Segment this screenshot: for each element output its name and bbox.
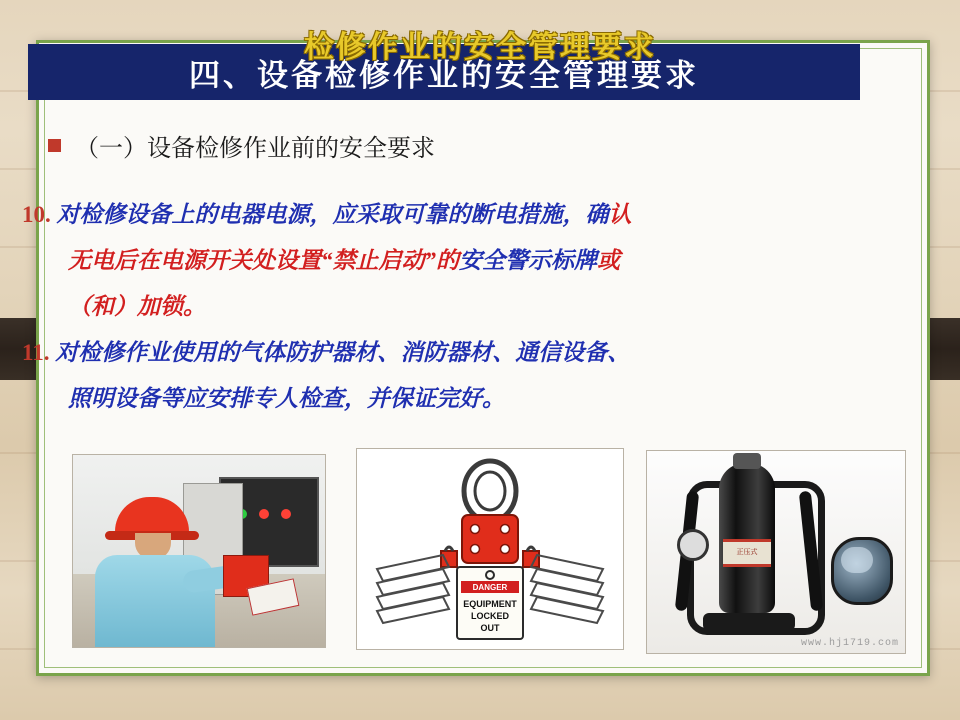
red-indicator-icon [281, 509, 291, 519]
scba-cylinder-label: 正压式 [723, 539, 771, 567]
list-item-11 [22, 330, 902, 422]
list-item-11-text-a: 对检修作业使用的气体防护器材、消防器材、通信设备、 [55, 340, 631, 365]
list-item-10-line-3 [22, 284, 902, 330]
scba-breathing-apparatus-photo [646, 450, 906, 654]
image-row [66, 448, 906, 654]
list-item-10-line-1 [22, 192, 902, 238]
scba-valve [733, 453, 761, 469]
list-item-10 [22, 192, 902, 330]
scba-base [703, 613, 795, 631]
svg-text:OUT: OUT [480, 623, 500, 633]
list-item-10-line-2 [22, 238, 902, 284]
list-item-10-text-c: （和）加锁。 [68, 294, 206, 319]
image-watermark: www.hj1719.com [800, 638, 899, 649]
slide-header-overlay: 检修作业的安全管理要求 [304, 31, 656, 64]
svg-text:LOCKED: LOCKED [471, 611, 509, 621]
section-banner-title: 四、设备检修作业的安全管理要求 [189, 57, 699, 93]
list-item-10-text-highlight-3: 或 [597, 248, 620, 273]
list-item-11-line-2 [22, 376, 902, 422]
lockout-hasp-svg [357, 449, 623, 649]
list-item-10-text-a: 对检修设备上的电器电源，应采取可靠的断电措施，确 [56, 202, 609, 227]
red-indicator-icon [259, 509, 269, 519]
scba-cylinder [719, 463, 775, 613]
svg-text:EQUIPMENT: EQUIPMENT [463, 599, 517, 609]
list-item-10-text-highlight-2: 无电后在电源开关处设置“禁止启动”的 [68, 248, 459, 273]
section-subheading [48, 128, 435, 163]
svg-text:DANGER: DANGER [472, 583, 508, 592]
list-item-11-number: 11. [22, 340, 50, 365]
section-subheading-text: （一）设备检修作业前的安全要求 [75, 136, 435, 162]
worker-locking-electrical-panel-photo [72, 454, 326, 648]
square-bullet-icon [48, 139, 61, 152]
list-item-10-number: 10. [22, 202, 51, 227]
list-item-10-text-b: 安全警示标牌 [459, 248, 597, 273]
scba-mask-lens [841, 547, 873, 573]
list-item-11-text-b: 照明设备等应安排专人检查，并保证完好。 [68, 386, 505, 411]
list-item-11-line-1 [22, 330, 902, 376]
pressure-gauge-icon [677, 529, 709, 561]
list-item-10-text-highlight-1: 认 [608, 202, 632, 227]
lockout-hasp-diagram [356, 448, 624, 650]
